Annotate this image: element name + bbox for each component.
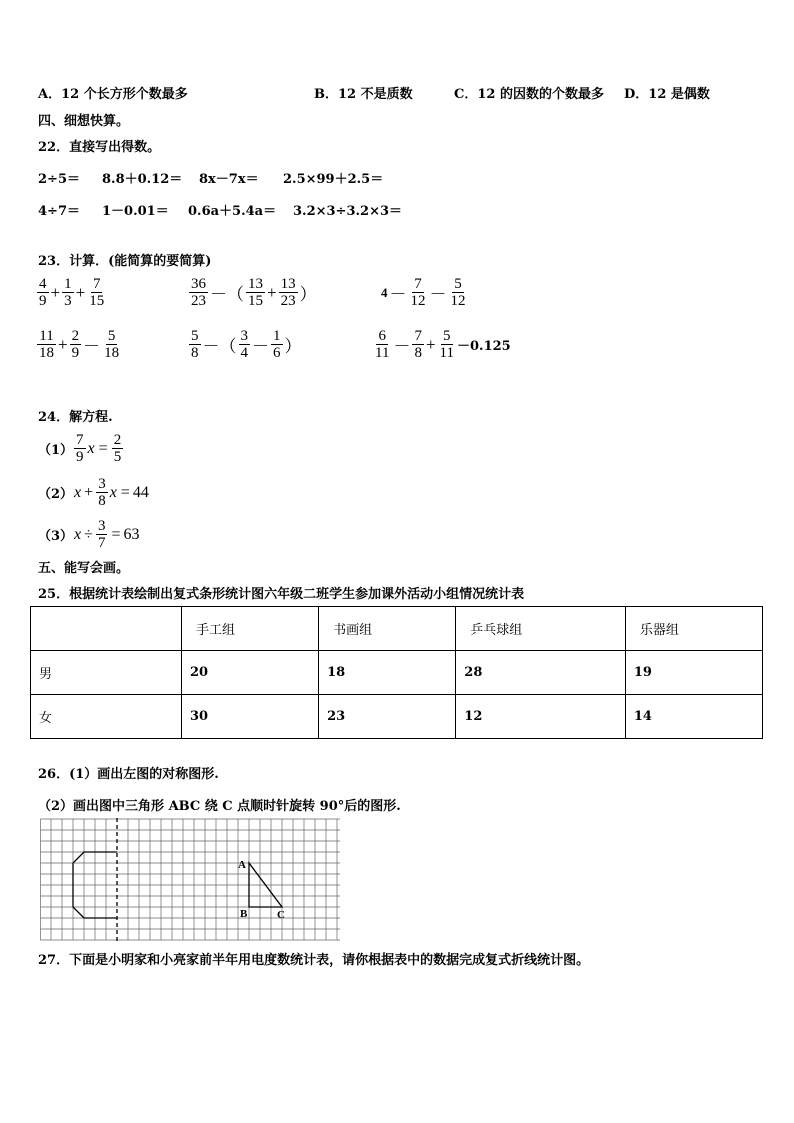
- fraction: $\frac{1}{3}$: [64, 276, 72, 309]
- table-cell: 12: [456, 695, 626, 739]
- q24-title: 24．解方程.: [38, 410, 113, 425]
- table-cell: 18: [319, 651, 456, 695]
- table-header-cell: 书画组: [319, 607, 456, 651]
- q22-r2-c2: 1－0.01＝: [102, 204, 169, 219]
- q27-text: 27．下面是小明家和小亮家前半年用电度数统计表，请你根据表中的数据完成复式折线统计图。: [38, 953, 590, 968]
- fraction: $\frac{11}{18}$: [39, 328, 54, 361]
- table-cell: 女: [31, 695, 182, 739]
- fraction: $\frac{3}{4}$: [240, 328, 248, 361]
- q22-r2-c4: 3.2×3÷3.2×3＝: [293, 204, 403, 219]
- fraction: $\frac{13}{23}$: [280, 276, 296, 309]
- table-header-cell: 乐器组: [625, 607, 762, 651]
- q26-line-1: 26．(1）画出左图的对称图形.: [38, 767, 219, 782]
- option-d: D．12 是偶数: [624, 87, 710, 102]
- q22-r1-c3: 8x－7x＝: [199, 172, 259, 187]
- q23-expr-2: $\frac{36}{23}$ －（ $\frac{13}{15}$ + $\frac{13}{23}$ ）: [191, 276, 317, 309]
- q23-expr-1: $\frac{4}{9}$ + $\frac{1}{3}$ + $\frac{7}{15}$: [39, 276, 105, 309]
- point-a-label: A: [238, 859, 246, 871]
- q22-r1-c2: 8.8＋0.12＝: [102, 172, 183, 187]
- table-cell: 23: [319, 695, 456, 739]
- fraction: $\frac{7}{15}$: [89, 276, 105, 309]
- option-a: A．12 个长方形个数最多: [38, 87, 188, 102]
- fraction: $\frac{2}{5}$: [113, 432, 122, 465]
- q23-expr-5: $\frac{5}{8}$ －（ $\frac{3}{4}$ － $\frac{1}{6}$ ）: [191, 328, 302, 361]
- section-4-heading: 四、细想快算。: [38, 114, 130, 129]
- q22-r1-c4: 2.5×99＋2.5＝: [283, 172, 384, 187]
- fraction: $\frac{2}{9}$: [71, 328, 80, 361]
- q23-expr-4: $\frac{11}{18}$ + $\frac{2}{9}$ － $\frac{5}{18}$: [39, 328, 120, 361]
- table-cell: 30: [182, 695, 319, 739]
- q23-expr-3: 4 － $\frac{7}{12}$ － $\frac{5}{12}$: [381, 276, 466, 309]
- q24-equation-3: （3） x ÷ $\frac{3}{7}$ = 63: [38, 518, 140, 551]
- table-header-cell: [31, 607, 182, 651]
- option-b: B．12 不是质数: [314, 87, 413, 102]
- table-row: [31, 695, 763, 739]
- fraction: $\frac{7}{9}$: [76, 432, 84, 465]
- grid-figure: [40, 818, 342, 942]
- fraction: $\frac{5}{8}$: [191, 328, 199, 361]
- q23-expr-6: $\frac{6}{11}$ － $\frac{7}{8}$ + $\frac{5}{11}$ －0.125: [375, 328, 511, 361]
- table-cell: 20: [182, 651, 319, 695]
- q24-equation-2: （2） x + $\frac{3}{8}$ x = 44: [38, 476, 149, 509]
- fraction: $\frac{7}{8}$: [414, 328, 422, 361]
- fraction: $\frac{13}{15}$: [248, 276, 263, 309]
- q25-title: 25．根据统计表绘制出复式条形统计图六年级二班学生参加课外活动小组情况统计表: [38, 587, 525, 602]
- table-header-row: [31, 607, 763, 651]
- fraction: $\frac{3}{8}$: [98, 476, 106, 509]
- q26-line-2: （2）画出图中三角形 ABC 绕 C 点顺时针旋转 90°后的图形.: [38, 799, 401, 814]
- table-row: [31, 651, 763, 695]
- point-c-label: C: [277, 909, 285, 921]
- fraction: $\frac{1}{6}$: [273, 328, 281, 361]
- table-header-cell: 手工组: [182, 607, 319, 651]
- q22-r2-c1: 4÷7＝: [38, 204, 80, 219]
- q22-r2-c3: 0.6a＋5.4a＝: [188, 204, 277, 219]
- fraction: $\frac{6}{11}$: [375, 328, 390, 361]
- table-header-cell: 乒乓球组: [456, 607, 626, 651]
- fraction: $\frac{36}{23}$: [191, 276, 206, 309]
- table-cell: 19: [625, 651, 762, 695]
- fraction: $\frac{4}{9}$: [39, 276, 47, 309]
- fraction: $\frac{7}{12}$: [410, 276, 426, 309]
- table-cell: 男: [31, 651, 182, 695]
- fraction: $\frac{3}{7}$: [97, 518, 106, 551]
- fraction: $\frac{5}{12}$: [450, 276, 466, 309]
- fraction: $\frac{5}{11}$: [439, 328, 454, 361]
- q23-title: 23．计算．(能简算的要简算): [38, 254, 212, 269]
- section-5-heading: 五、能写会画。: [38, 561, 130, 576]
- table-cell: 28: [456, 651, 626, 695]
- grid-lines: [41, 819, 341, 940]
- q24-equation-1: （1） $\frac{7}{9}$ x = $\frac{2}{5}$: [38, 432, 122, 465]
- option-c: C．12 的因数的个数最多: [454, 87, 604, 102]
- fraction: $\frac{5}{18}$: [104, 328, 120, 361]
- q22-title: 22．直接写出得数。: [38, 140, 161, 155]
- statistics-table: [30, 606, 763, 739]
- point-b-label: B: [240, 908, 248, 920]
- q22-r1-c1: 2÷5＝: [38, 172, 80, 187]
- table-cell: 14: [625, 695, 762, 739]
